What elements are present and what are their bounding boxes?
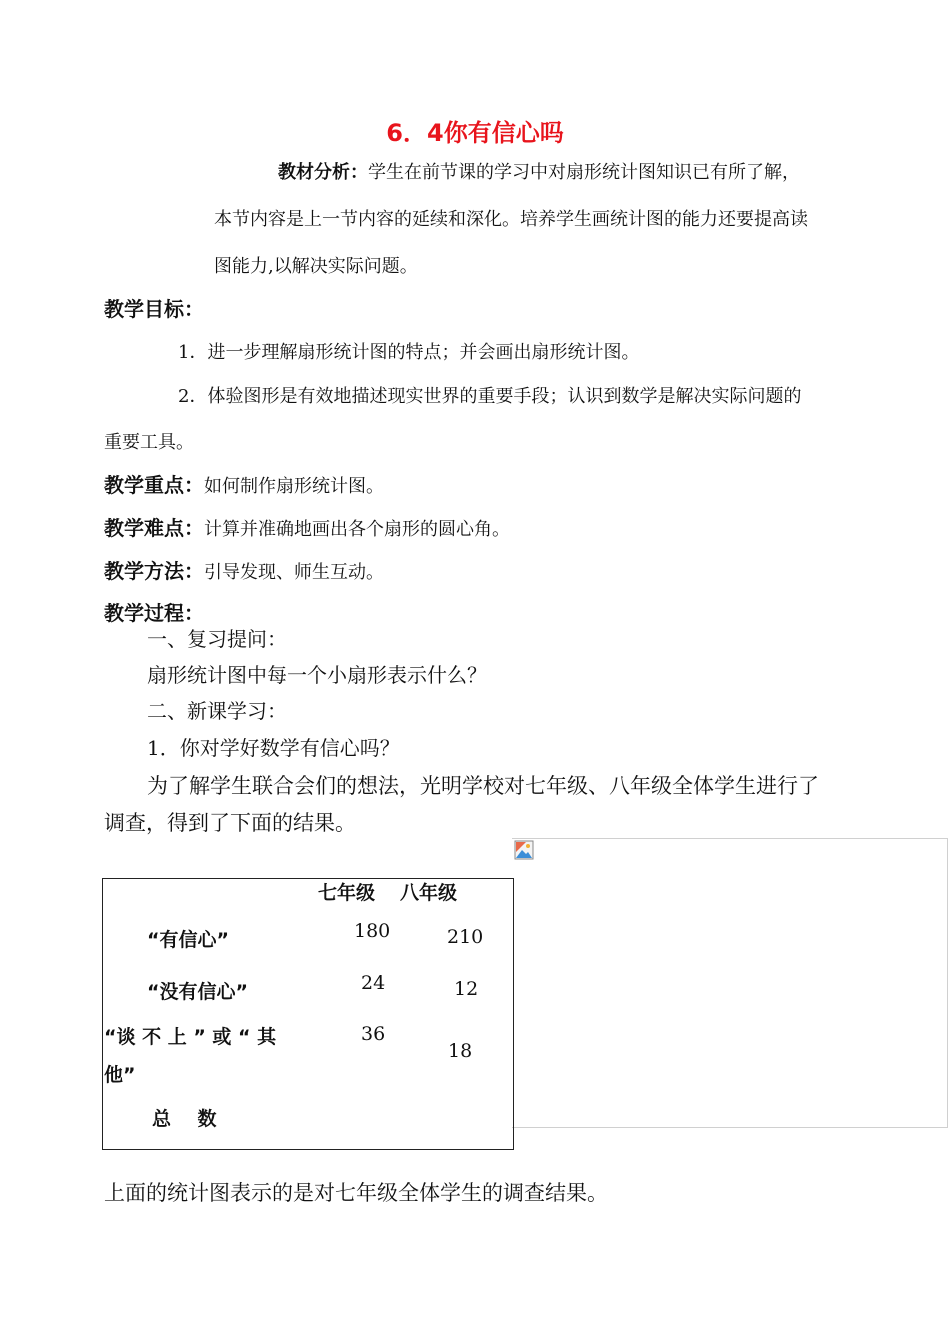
cell-confident-g8: 210 [447,926,484,948]
goal-item-2 [178,383,801,411]
analysis-line1: 学生在前节课的学习中对扇形统计图知识已有所了解， [368,162,800,183]
difficulty-label: 教学难点： [104,516,204,540]
process-question-2: 1．你对学好数学有信心吗？ [147,736,400,760]
process-label: 教学过程： [104,601,204,625]
page-title: 6．4你有信心吗 [386,119,564,147]
process-section-1: 一、复习提问： [147,627,287,651]
process-section-2: 二、新课学习： [147,699,287,723]
method-label: 教学方法： [104,559,204,583]
col-header-grade7: 七年级 [318,882,376,904]
goal-item-1 [178,339,639,367]
goal-item-2-text: 体验图形是有效地描述现实世界的重要手段；认识到数学是解决实际问题的 [207,386,802,407]
row-label-total: 总 数 [152,1108,217,1130]
cell-other-g8: 18 [448,1040,473,1062]
goals-label: 教学目标： [104,297,204,321]
key-point [104,471,384,501]
process-question-1: 扇形统计图中每一个小扇形表示什么？ [147,663,487,687]
chart-image-placeholder [512,838,948,1128]
goal-item-2-cont: 重要工具。 [104,432,194,453]
method-text: 引导发现、师生互动。 [204,562,384,583]
cell-other-g7: 36 [361,1023,386,1045]
row-label-other-b: 他” [104,1064,136,1086]
difficulty [104,514,510,544]
goal-item-1-text: 进一步理解扇形统计图的特点；并会画出扇形统计图。 [207,342,640,363]
key-point-text: 如何制作扇形统计图。 [204,476,384,497]
cell-confident-g7: 180 [354,920,391,942]
col-header-grade8: 八年级 [400,882,458,904]
analysis-line2: 本节内容是上一节内容的延续和深化。培养学生画统计图的能力还要提高读 [214,209,808,230]
method [104,557,384,587]
row-label-other-a: “谈 不 上 ” 或 “ 其 [104,1026,277,1048]
key-point-label: 教学重点： [104,473,204,497]
goal-item-2-num: 2． [178,386,208,407]
footer-text: 上面的统计图表示的是对七年级全体学生的调查结果。 [104,1181,608,1205]
broken-image-icon [514,840,534,860]
analysis-paragraph [278,159,800,187]
analysis-label: 教材分析： [278,162,368,183]
cell-not-confident-g8: 12 [454,978,479,1000]
row-label-confident: “有信心” [147,929,229,951]
analysis-line3: 图能力,以解决实际问题。 [214,256,418,277]
difficulty-text: 计算并准确地画出各个扇形的圆心角。 [204,519,510,540]
cell-not-confident-g7: 24 [361,972,386,994]
process-desc-1: 为了解学生联合会们的想法，光明学校对七年级、八年级全体学生进行了 [147,774,819,798]
process-desc-2: 调查，得到了下面的结果。 [104,811,356,835]
goal-item-1-num: 1． [178,342,208,363]
row-label-not-confident: “没有信心” [147,981,248,1003]
